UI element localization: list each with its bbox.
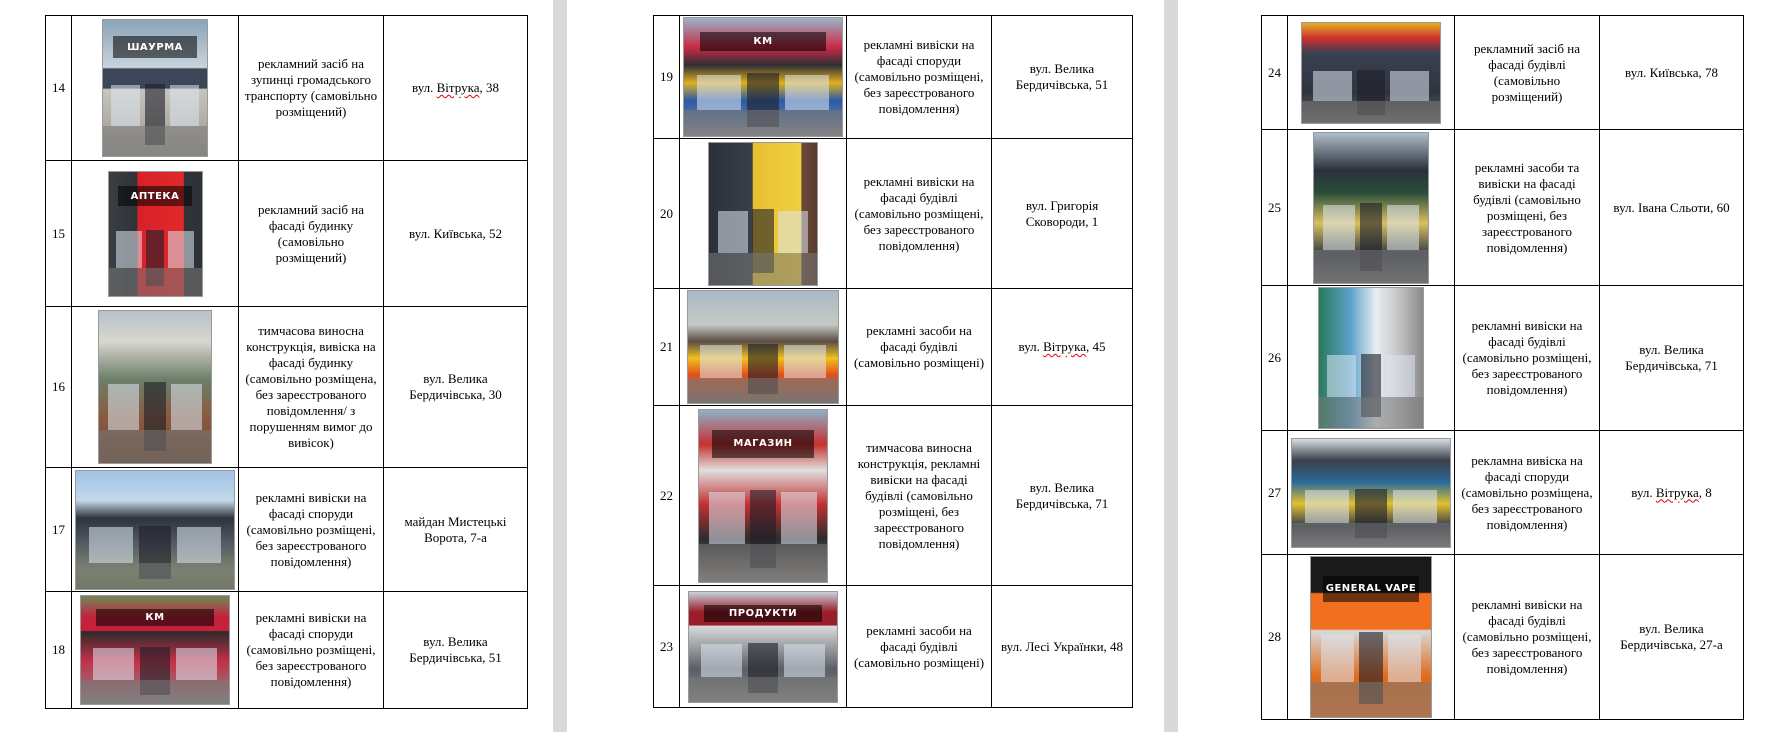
- storefront-photo: [80, 595, 230, 705]
- photo-sign-text: КМ: [96, 609, 214, 626]
- address-text: вул. Велика Бердичівська, 71: [1625, 342, 1718, 373]
- photo-cell: [72, 307, 239, 468]
- description-cell: рекламні вивіски на фасаді споруди (самовільно розміщені, без зареєстрованого повідомлення): [847, 16, 992, 139]
- photo-sign-text: ПРОДУКТИ: [704, 605, 822, 623]
- address-text: вул. Лесі Українки, 48: [1000, 638, 1124, 654]
- table-row: [46, 592, 528, 709]
- address-text: вул. Київська, 78: [1625, 64, 1718, 80]
- description-cell: рекламні вивіски на фасаді споруди (самовільно розміщені, без зареєстрованого повідомлення): [239, 468, 384, 592]
- row-number: 24: [1262, 16, 1288, 130]
- photo-cell: [1288, 431, 1455, 555]
- table-row: [46, 161, 528, 307]
- photo-detail: [684, 110, 842, 136]
- photo-detail: [1319, 397, 1423, 428]
- photo-cell: [680, 289, 847, 406]
- storefront-photo: [688, 591, 838, 703]
- address-text: майдан Мистецькі Ворота, 7-а: [404, 513, 507, 545]
- storefront-photo: [1291, 438, 1451, 548]
- photo-cell: [72, 468, 239, 592]
- address-text: вул. Григорія Сковороди, 1: [1025, 197, 1099, 229]
- photo-detail: [709, 492, 745, 544]
- photo-detail: [709, 253, 817, 284]
- address-text: , 8: [1698, 484, 1712, 500]
- photo-detail: [1314, 250, 1428, 283]
- photo-detail: [176, 648, 217, 680]
- photo-detail: [103, 126, 207, 156]
- address-street-name: Вітрука: [1043, 339, 1086, 354]
- address-cell: [1600, 286, 1744, 431]
- storefront-photo: [708, 142, 818, 286]
- photo-detail: [784, 345, 826, 379]
- description-cell: рекламні засоби на фасаді будівлі (самовільно розміщені): [847, 289, 992, 406]
- photo-detail: [1393, 490, 1437, 522]
- photo-detail: [109, 268, 202, 295]
- photo-detail: [1292, 523, 1450, 547]
- address-cell: [992, 16, 1133, 139]
- photo-cell: [72, 16, 239, 161]
- row-number: 26: [1262, 286, 1288, 431]
- description-cell: рекламний засіб на зупинці громадського транспорту (самовільно розміщений): [239, 16, 384, 161]
- photo-cell: [72, 592, 239, 709]
- row-number: 14: [46, 16, 72, 161]
- photo-cell: [1288, 16, 1455, 130]
- storefront-photo: [1313, 132, 1429, 284]
- storefront-photo: [1301, 22, 1441, 124]
- storefront-photo: [687, 290, 839, 404]
- photo-detail: [1305, 490, 1349, 522]
- photo-detail: [701, 644, 742, 677]
- address-text: , 45: [1085, 339, 1106, 354]
- row-number: 19: [654, 16, 680, 139]
- address-text: вул. Велика Бердичівська, 51: [1015, 61, 1109, 92]
- photo-detail: [168, 231, 194, 268]
- photo-detail: [784, 644, 825, 677]
- address-text: вул. Велика Бердичівська, 71: [1015, 479, 1109, 511]
- row-number: 15: [46, 161, 72, 307]
- photo-detail: [1327, 355, 1356, 397]
- address-cell: [992, 289, 1133, 406]
- row-number: 22: [654, 406, 680, 586]
- photo-cell: [680, 16, 847, 139]
- photo-cell: [1288, 286, 1455, 431]
- description-cell: рекламні вивіски на фасаді будівлі (самовільно розміщені, без зареєстрованого повідомлення): [1455, 555, 1600, 720]
- address-cell: [1600, 16, 1744, 130]
- storefront-photo: [108, 171, 203, 297]
- address-street-name: Вітрука: [436, 80, 480, 95]
- address-text: вул.: [1018, 339, 1044, 354]
- table-row: [46, 307, 528, 468]
- photo-detail: [697, 75, 741, 110]
- address-text: вул. Велика Бердичівська, 51: [409, 634, 502, 665]
- table-row: [1262, 286, 1744, 431]
- document-page-3: [1178, 0, 1776, 732]
- photo-cell: [680, 586, 847, 708]
- photo-detail: [76, 563, 234, 589]
- description-cell: рекламна вивіска на фасаді споруди (самовільно розміщена, без зареєстрованого повідомлення): [1455, 431, 1600, 555]
- row-number: 21: [654, 289, 680, 406]
- photo-detail: [718, 211, 748, 254]
- row-number: 28: [1262, 555, 1288, 720]
- photo-detail: [700, 345, 742, 379]
- table-row: [1262, 16, 1744, 130]
- address-cell: [384, 307, 528, 468]
- address-street-name: Вітрука: [1655, 484, 1699, 500]
- photo-cell: [1288, 130, 1455, 286]
- storefront-photo: [98, 310, 212, 464]
- row-number: 16: [46, 307, 72, 468]
- address-cell: [384, 16, 528, 161]
- storefront-photo: [75, 470, 235, 590]
- photo-sign-text: АПТЕКА: [118, 186, 192, 206]
- photo-detail: [89, 527, 133, 562]
- photo-cell: [72, 161, 239, 307]
- table-row: [1262, 431, 1744, 555]
- description-cell: рекламний засіб на фасаді будівлі (самовільно розміщений): [1455, 16, 1600, 130]
- photo-sign-text: ШАУРМА: [113, 36, 196, 58]
- table-row: [654, 16, 1133, 139]
- address-cell: [1600, 431, 1744, 555]
- photo-cell: [680, 406, 847, 586]
- photo-sign-text: GENERAL VAPE: [1323, 576, 1419, 602]
- photo-cell: [680, 139, 847, 289]
- description-cell: рекламні вивіски на фасаді будівлі (самовільно розміщені, без зареєстрованого повідомлення): [847, 139, 992, 289]
- photo-detail: [81, 680, 229, 704]
- photo-detail: [170, 85, 199, 126]
- registry-table-3: [1261, 15, 1744, 720]
- photo-sign-text: КМ: [700, 32, 826, 51]
- photo-detail: [1323, 205, 1355, 250]
- photo-detail: [99, 430, 211, 463]
- photo-detail: [1302, 101, 1440, 123]
- address-cell: [384, 161, 528, 307]
- photo-detail: [1311, 682, 1431, 717]
- storefront-photo: [1318, 287, 1424, 429]
- photo-detail: [1390, 71, 1429, 101]
- address-text: вул. Київська, 52: [409, 225, 502, 241]
- photo-detail: [778, 211, 808, 254]
- row-number: 27: [1262, 431, 1288, 555]
- photo-detail: [108, 384, 139, 430]
- row-number: 18: [46, 592, 72, 709]
- description-cell: рекламні вивіски на фасаді споруди (самовільно розміщені, без зареєстрованого повідомлення): [239, 592, 384, 709]
- photo-detail: [111, 85, 140, 126]
- row-number: 20: [654, 139, 680, 289]
- photo-detail: [1321, 634, 1355, 682]
- table-row: [1262, 555, 1744, 720]
- photo-detail: [93, 648, 134, 680]
- address-text: вул.: [412, 80, 437, 95]
- registry-table-1: [45, 15, 528, 709]
- address-cell: [992, 406, 1133, 586]
- document-page-1: [0, 0, 553, 732]
- photo-sign-text: МАГАЗИН: [712, 430, 814, 458]
- photo-detail: [785, 75, 829, 110]
- photo-detail: [1313, 71, 1352, 101]
- address-text: вул. Велика Бердичівська, 30: [409, 371, 502, 402]
- address-text: , 38: [479, 80, 499, 95]
- description-cell: тимчасова виносна конструкція, рекламні вивіски на фасаді будівлі (самовільно розміщені, без зареєстрованого повідомлення): [847, 406, 992, 586]
- table-row: [654, 406, 1133, 586]
- address-cell: [992, 586, 1133, 708]
- table-row: [654, 586, 1133, 708]
- description-cell: тимчасова виносна конструкція, вивіска на фасаді будинку (самовільно розміщена, без зареєстрованого повідомлення/ з порушенням вимог до вивісок): [239, 307, 384, 468]
- storefront-photo: [698, 409, 828, 583]
- document-page-2: [567, 0, 1164, 732]
- table-row: [1262, 130, 1744, 286]
- photo-detail: [781, 492, 817, 544]
- storefront-photo: [102, 19, 208, 157]
- address-text: вул. Івана Сльоти, 60: [1613, 199, 1730, 215]
- photo-detail: [116, 231, 142, 268]
- registry-table-2: [653, 15, 1133, 708]
- photo-cell: [1288, 555, 1455, 720]
- table-row: [46, 468, 528, 592]
- photo-detail: [1388, 634, 1422, 682]
- description-cell: рекламні вивіски на фасаді будівлі (самовільно розміщені, без зареєстрованого повідомлення): [1455, 286, 1600, 431]
- storefront-photo: [1310, 556, 1432, 718]
- photo-detail: [171, 384, 202, 430]
- address-cell: [992, 139, 1133, 289]
- description-cell: рекламний засіб на фасаді будинку (самовільно розміщений): [239, 161, 384, 307]
- address-cell: [384, 592, 528, 709]
- table-row: [654, 139, 1133, 289]
- table-row: [46, 16, 528, 161]
- address-cell: [384, 468, 528, 592]
- address-text: вул. Велика Бердичівська, 27-а: [1620, 621, 1723, 652]
- row-number: 25: [1262, 130, 1288, 286]
- address-cell: [1600, 555, 1744, 720]
- photo-detail: [1386, 355, 1415, 397]
- photo-detail: [177, 527, 221, 562]
- photo-detail: [699, 544, 827, 582]
- address-cell: [1600, 130, 1744, 286]
- description-cell: рекламні засоби та вивіски на фасаді будівлі (самовільно розміщені, без зареєстрованого повідомлення): [1455, 130, 1600, 286]
- address-text: вул.: [1631, 484, 1656, 500]
- photo-detail: [1387, 205, 1419, 250]
- storefront-photo: [683, 17, 843, 137]
- row-number: 17: [46, 468, 72, 592]
- photo-detail: [688, 378, 838, 403]
- table-row: [654, 289, 1133, 406]
- description-cell: рекламні засоби на фасаді будівлі (самовільно розміщені): [847, 586, 992, 708]
- row-number: 23: [654, 586, 680, 708]
- photo-detail: [689, 677, 837, 701]
